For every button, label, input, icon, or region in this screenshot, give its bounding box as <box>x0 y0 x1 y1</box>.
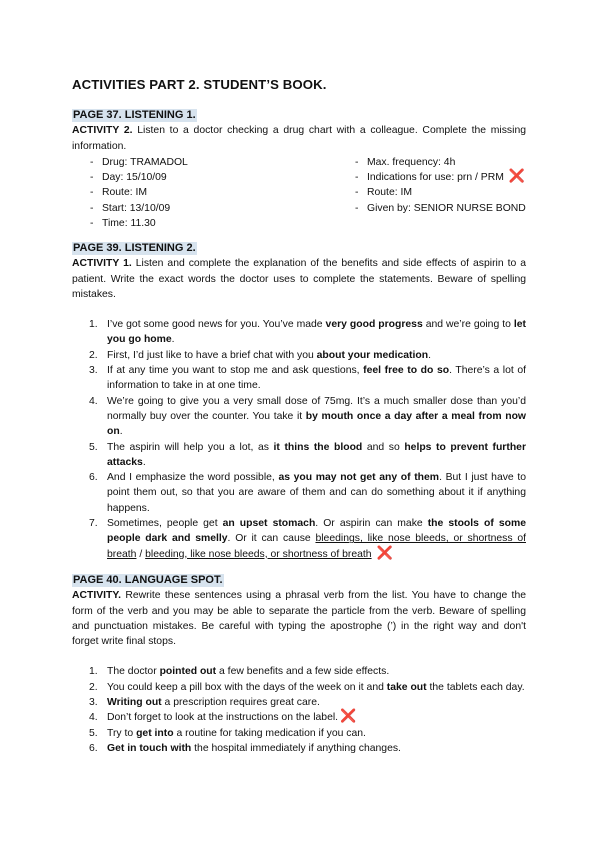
answer-text: as you may not get any of them <box>278 472 440 484</box>
item-number: 4. <box>89 395 98 407</box>
list-item <box>72 394 526 440</box>
answer-text: let you go home <box>107 319 526 346</box>
item-number: 6. <box>89 742 98 754</box>
document-title: ACTIVITIES PART 2. STUDENT’S BOOK. <box>72 77 327 92</box>
activity-instruction <box>72 123 526 154</box>
item-number: 1. <box>89 319 98 331</box>
list-item: - Route: IM <box>337 185 526 200</box>
instruction-text: Rewrite these sentences using a phrasal verb from the list. You have to change the form of the verb and you may be able to separate the particle from the verb. Beware of spelling and punctuation mistakes. Be careful with typing the apostrophe (’) in the right way and don't forget write final stops. <box>72 590 526 648</box>
activity-instruction <box>72 588 526 649</box>
item-text: . <box>171 334 175 346</box>
item-text: First, I’d just like to have a brief chat with you <box>107 349 317 361</box>
item-number: 3. <box>89 697 98 709</box>
statement-list <box>72 317 526 562</box>
item-text: And I emphasize the word possible, <box>107 472 279 484</box>
answer-text: about your medication <box>316 349 429 361</box>
answer-columns <box>72 155 526 231</box>
list-item: - Given by: SENIOR NURSE BOND <box>337 201 526 216</box>
list-item: - Drug: TRAMADOL <box>72 155 188 170</box>
activity-label: ACTIVITY 2. <box>72 125 133 137</box>
activity-label: ACTIVITY 1. <box>72 258 132 270</box>
item-text: Sometimes, people get <box>107 518 223 530</box>
list-item: - Time: 11.30 <box>72 216 188 231</box>
incorrect-x-icon: ❌ <box>508 168 525 184</box>
section-heading: PAGE 39. LISTENING 2. <box>73 242 196 254</box>
list-item <box>72 470 526 516</box>
item-number: 1. <box>89 666 98 678</box>
list-item: - Route: IM <box>72 185 188 200</box>
answer-text: very good progress <box>325 319 423 331</box>
instruction-text: Listen and complete the explanation of the benefits and side effects of aspirin to a patient. Write the exact words the doctor uses to complete the statements. Beware of spelling mistakes. <box>72 258 526 300</box>
list-item <box>72 317 526 348</box>
list-item <box>72 440 526 471</box>
answer-text: it thins the blood <box>273 441 363 453</box>
activity-instruction <box>72 256 526 302</box>
item-number: 5. <box>89 441 98 453</box>
item-number: 2. <box>89 681 98 693</box>
item-text: a prescription requires great care. <box>161 697 320 709</box>
item-text: . Or aspirin can make <box>315 518 428 530</box>
answer-list-left <box>72 155 188 231</box>
item-number: 7. <box>89 518 98 530</box>
list-item <box>72 516 526 562</box>
item-number: 3. <box>89 365 98 377</box>
item-text: . But I just have to point them out, so that you are aware of them and can do something about it if anything happens. <box>107 472 527 514</box>
list-item <box>72 348 526 363</box>
answer-text: Writing out <box>107 697 162 709</box>
list-item <box>72 741 526 756</box>
item-text: the hospital immediately if anything changes. <box>191 742 401 754</box>
answer-text: pointed out <box>159 666 217 678</box>
activity-label: ACTIVITY. <box>72 590 122 602</box>
item-number: 6. <box>89 472 98 484</box>
section-heading: PAGE 40. LANGUAGE SPOT. <box>73 574 223 586</box>
answer-text: an upset stomach <box>222 518 316 530</box>
list-item <box>337 170 526 185</box>
answer-text: bleeding, like nose bleeds, or shortness of breath <box>145 548 372 560</box>
incorrect-x-icon: ❌ <box>340 708 357 724</box>
answer-text: get into <box>136 727 174 739</box>
answer-text: by mouth once a day after a meal from now on <box>107 410 526 438</box>
item-text: Don’t forget to look at the instructions on the label. <box>107 712 339 724</box>
answer-text: take out <box>386 681 427 693</box>
section-language-spot <box>72 573 526 756</box>
item-text: . <box>119 426 123 438</box>
list-item <box>72 664 526 679</box>
item-text: . There’s a lot of information to take in at one time. <box>107 365 527 392</box>
section-listening-1 <box>72 108 526 231</box>
item-text: You could keep a pill box with the days of the week on it and <box>107 681 387 693</box>
item-text: Try to <box>107 727 137 739</box>
item-number: 5. <box>89 727 98 739</box>
item-number: 2. <box>89 349 98 361</box>
list-item <box>72 363 526 394</box>
item-text: If at any time you want to stop me and ask questions, <box>107 365 364 377</box>
item-text: I’ve got some good news for you. You’ve made <box>107 319 326 331</box>
list-item <box>72 695 526 710</box>
list-item <box>72 726 526 741</box>
answer-text: helps to prevent further attacks <box>107 441 526 468</box>
item-text: a routine for taking medication if you can. <box>173 727 366 739</box>
answer-text: feel free to do so <box>363 365 450 377</box>
section-listening-2 <box>72 241 526 562</box>
incorrect-x-icon: ❌ <box>376 544 393 560</box>
answer-list-right <box>337 155 526 216</box>
item-text: The aspirin will help you a lot, as <box>107 441 274 453</box>
sentence-list <box>72 664 526 756</box>
item-text: the tablets each day. <box>426 681 525 693</box>
item-text: . Or it can cause <box>227 533 316 545</box>
list-item <box>72 680 526 695</box>
item-text: a few benefits and a few side effects. <box>216 666 390 678</box>
item-text: The doctor <box>107 666 160 678</box>
item-text: . <box>428 349 431 361</box>
item-text: We’re going to give you a very small dose of 75mg. It’s a much smaller dose than you’d normally buy over the counter. You take it <box>107 395 526 422</box>
list-item-text: Indications for use: prn / PRM <box>367 172 504 184</box>
answer-text: bleedings, like nose bleeds, or shortness of breath <box>107 533 526 560</box>
list-item: - Start: 13/10/09 <box>72 201 188 216</box>
item-number: 4. <box>89 712 98 724</box>
item-text: / <box>136 548 146 560</box>
instruction-text: Listen to a doctor checking a drug chart with a colleague. Complete the missing information. <box>72 125 526 152</box>
answer-text: Get in touch with <box>107 742 192 754</box>
list-item: - Max. frequency: 4h <box>337 155 526 170</box>
section-heading: PAGE 37. LISTENING 1. <box>73 109 196 121</box>
item-text: . <box>142 456 146 468</box>
answer-text: the stools of some people dark and smelly <box>107 518 526 545</box>
list-item: - Day: 15/10/09 <box>72 170 188 185</box>
item-text: and so <box>362 441 405 453</box>
item-text: and we’re going to <box>422 319 514 331</box>
list-item <box>72 710 526 725</box>
